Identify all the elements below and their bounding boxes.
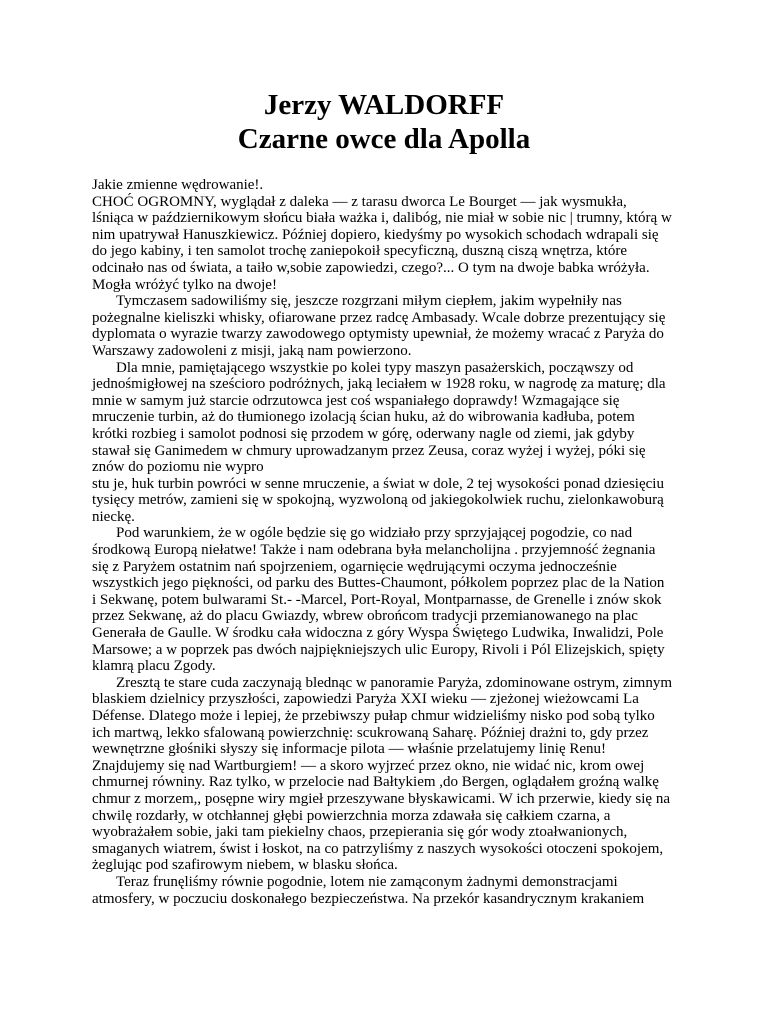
- paragraph: Tymczasem sadowiliśmy się, jeszcze rozgrzani miłym ciepłem, jakim wypełniły nas pożegnalne kieliszki whisky, ofiarowane przez radcę Ambasady. Wcale dobrze prezentujący się dyplomata o wyrazie twarzy zawodowego optymisty upewniał, że możemy wracać z Paryża do Warszawy zadowoleni z misji, jaką nam powierzono.: [92, 293, 666, 359]
- title-block: [0, 88, 768, 156]
- book-title: Czarne owce dla Apolla: [237, 123, 531, 155]
- paragraph: CHOĆ OGROMNY, wyglądał z daleka — z tarasu dworca Le Bourget — jak wysmukła, lśniąca w październikowym słońcu biała ważka i, dalibóg, nie miał w sobie nic | trumny, którą w nim upatrywał Hanuszkiewicz. Później dopiero, kiedyśmy po wysokich schodach wdrapali się do jego kabiny, i ten samolot trochę zaniepokoił specyficzną, duszną ciszą wnętrza, które odcinało nas od świata, a taiło w,sobie zapowiedzi, czego?... O tym na dwoje babka wróżyła. Mogła wróżyć tylko na dwoje!: [92, 193, 672, 293]
- paragraph: stu je, huk turbin powróci w senne mruczenie, a świat w dole, 2 tej wysokości ponad dziesięciu tysięcy metrów, zamieni się w spokojną, wyzwoloną od jakiegokolwiek ruchu, zielonkawoburą nieckę.: [92, 475, 664, 525]
- author-name: Jerzy WALDORFF: [263, 89, 505, 121]
- paragraph: Pod warunkiem, że w ogóle będzie się go widziało przy sprzyjającej pogodzie, co nad środkową Europą niełatwe! Także i nam odebrana była melancholijna . przyjemność żegnania się z Paryżem ostatnim nań spojrzeniem, ogarnięcie wędrującymi oczyma jednocześnie wszystkich jego piękności, od parku des Buttes-Chaumont, półkolem poprzez plac de la Nation i Sekwanę, potem bulwarami St.- -Marcel, Port-Royal, Montparnasse, de Grenelle i znów skok przez Sekwanę, aż do placu Gwiazdy, wbrew obrońcom tradycji przemianowanego na plac Generała de Gaulle. W środku cała widoczna z góry Wyspa Świętego Ludwika, Inwalidzi, Pole Marsowe; a w poprzek pas dwóch najpiękniejszych ulic Europy, Rivoli i Pól Elizejskich, spięty klamrą placu Zgody.: [92, 525, 665, 675]
- paragraph: Zresztą te stare cuda zaczynają blednąc w panoramie Paryża, zdominowane ostrym, zimnym blaskiem dzielnicy przyszłości, zapowiedzi Paryża XXI wieku — zjeżonej wieżowcami La Défense. Dlatego może i lepiej, że przebiwszy pułap chmur widzieliśmy nisko pod sobą tylko ich martwą, lekko sfalowaną powierzchnię: scukrowaną Saharę. Później drażni to, gdy przez wewnętrzne głośniki słyszy się informacje pilota — właśnie przelatujemy linię Renu! Znajdujemy się nad Wartburgiem! — a skoro wyjrzeć przez okno, nie widać nic, krom owej chmurnej równiny. Raz tylko, w przelocie nad Bałtykiem ,do Bergen, oglądałem groźną walkę chmur z morzem,, posępne wiry mgieł przeszywane błyskawicami. W ich przerwie, kiedy się na chwilę rozdarły, w otchłannej głębi powierzchnia morza zdawała się całkiem czarna, a wyobrażałem sobie, jaki tam piekielny chaos, przepierania się gór wody ztoałwanionych, smaganych wiatrem, świst i łoskot, na co patrzyliśmy z naszych wysokości otoczeni spokojem, żeglując pod szafirowym niebem, w blasku słońca.: [92, 674, 673, 874]
- body-text: [92, 177, 672, 907]
- paragraph: Teraz frunęliśmy równie pogodnie, lotem nie zamąconym żadnymi demonstracjami atmosfery, w poczuciu doskonałego bezpieczeństwa. Na przekór kasandrycznym krakaniem: [92, 873, 645, 907]
- paragraph: Dla mnie, pamiętającego wszystkie po kolei typy maszyn pasażerskich, począwszy od jednośmigłowej na sześcioro podróżnych, jaką leciałem w 1928 roku, w nagrodę za maturę; dla mnie w samym już starcie odrzutowca jest coś wspaniałego doprawdy! Wzmagające się mruczenie turbin, aż do tłumionego izolacją ścian huku, aż do wibrowania kadłuba, potem krótki rozbieg i samolot podnosi się przodem w górę, oderwany nagle od ziemi, jak gdyby stawał się Ganimedem w chmury uprowadzanym przez Zeusa, coraz wyżej i wyżej, póki się znów do poziomu nie wypro: [92, 359, 666, 476]
- paragraph: Jakie zmienne wędrowanie!.: [92, 177, 264, 193]
